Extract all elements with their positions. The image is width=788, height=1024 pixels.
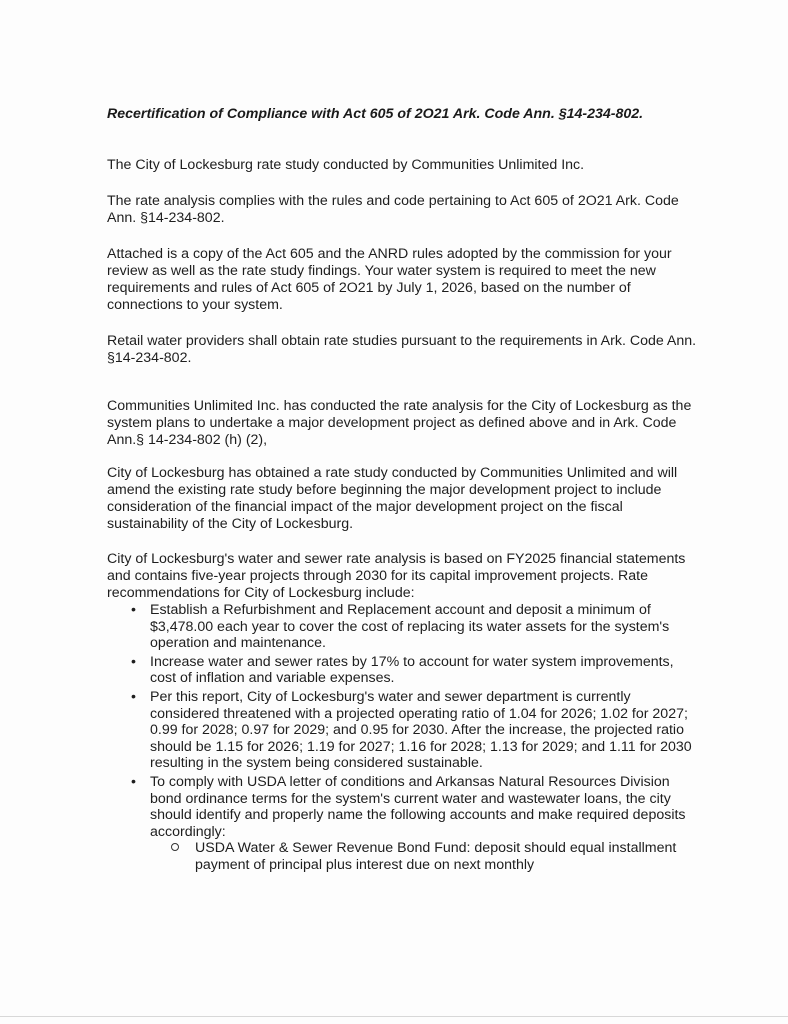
paragraph-rate-analysis: Communities Unlimited Inc. has conducted the rate analysis for the City of Lockesburg as the system plans to undertake a major development project as defined above and in Ark. Code Ann.§ 14-234-802 (h) (2),: [107, 398, 692, 448]
recommendations-list: [107, 602, 699, 876]
sub-list-item-text: USDA Water & Sewer Revenue Bond Fund: deposit should equal installment payment of principal plus interest due on next monthly: [195, 840, 677, 873]
paragraph-attached: Attached is a copy of the Act 605 and the ANRD rules adopted by the commission for your review as well as the rate study findings. Your water system is required to meet the new requirements and rules of Act 605 of 2O21 by July 1, 2026, based on the number of connections to your system.: [107, 246, 672, 313]
bullet-icon: •: [131, 688, 136, 705]
accounts-sublist: [150, 840, 699, 873]
sub-list-item: [150, 840, 699, 873]
list-item: [107, 602, 699, 652]
bullet-icon: •: [131, 602, 136, 618]
paragraph-retail-providers: Retail water providers shall obtain rate studies pursuant to the requirements in Ark. Code Ann. §14-234-802.: [107, 333, 697, 366]
paragraph-compliance: The rate analysis complies with the rules and code pertaining to Act 605 of 2O21 Ark. Code Ann. §14-234-802.: [107, 193, 679, 226]
list-item-text: Establish a Refurbishment and Replacement account and deposit a minimum of $3,478.00 each year to cover the cost of replacing its water assets for the system's operation and maintenance.: [150, 602, 670, 652]
list-item-text: To comply with USDA letter of conditions and Arkansas Natural Resources Division bond ordinance terms for the system's current water and wastewater loans, the city should identify and properly name the following accounts and make required deposits accordingly:: [150, 773, 686, 840]
paragraph-rate-study: City of Lockesburg has obtained a rate study conducted by Communities Unlimited and will amend the existing rate study before beginning the major development project to include consideration of the financial impact of the major development project on the fiscal sustainability of the City of Lockesburg.: [107, 465, 678, 532]
bullet-icon: •: [131, 653, 136, 670]
list-item: [107, 774, 699, 874]
paragraph-recommendations: City of Lockesburg's water and sewer rate analysis is based on FY2025 financial statements and contains five-year projects through 2030 for its capital improvement projects. Rate recommendations for City of Lockesburg include:: [107, 551, 686, 601]
list-item: [107, 689, 699, 772]
scan-edge-divider: [0, 1016, 788, 1017]
hollow-bullet-icon: [171, 843, 179, 851]
list-item: [107, 654, 699, 687]
list-item-text: Increase water and sewer rates by 17% to account for water system improvements, cost of inflation and variable expenses.: [150, 653, 674, 687]
bullet-icon: •: [131, 773, 136, 790]
paragraph-intro: The City of Lockesburg rate study conducted by Communities Unlimited Inc.: [107, 157, 585, 173]
document-title: Recertification of Compliance with Act 605 of 2O21 Ark. Code Ann. §14-234-802.: [107, 106, 644, 122]
list-item-text: Per this report, City of Lockesburg's water and sewer department is currently considered threatened with a projected operating ratio of 1.04 for 2026; 1.02 for 2027; 0.99 for 2028; 0.97 for 2029; and 0.95 for 2030. After the increase, the projected ratio should be 1.15 for 2026; 1.19 for 2027; 1.16 for 2028; 1.13 for 2029; and 1.11 for 2030 resulting in the system being considered sustainable.: [150, 688, 692, 772]
